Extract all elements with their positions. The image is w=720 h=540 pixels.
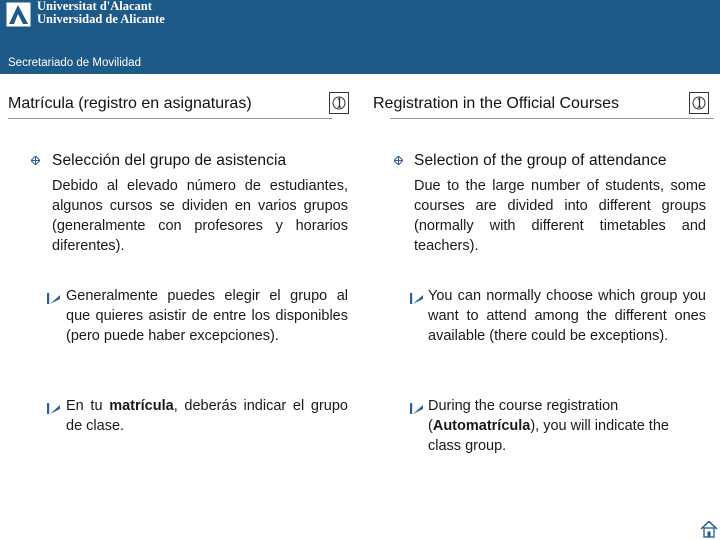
header-banner <box>0 0 720 74</box>
english-bullet-registration <box>428 396 686 456</box>
spanish-intro-paragraph: Debido al elevado número de estudiantes, algunos cursos se dividen en varios grupos (generalmente con profesores y horarios diferentes). <box>52 178 348 254</box>
text-segment: , deberás indicar el grupo de clase. <box>66 398 348 434</box>
english-section-heading: Selection of the group of attendance <box>414 152 667 169</box>
left-divider <box>8 118 332 119</box>
text-segment: During the course registration ( <box>428 398 619 434</box>
english-bullet-choose-group: You can normally choose which group you want to attend among the different ones available (there could be exceptions). <box>428 288 706 344</box>
university-name-valencian: Universitat d'Alacant <box>37 0 152 13</box>
bold-term: Automatrícula <box>432 418 531 434</box>
department-name: Secretariado de Movilidad <box>8 57 141 69</box>
university-logo <box>6 2 31 27</box>
info-badge-icon[interactable] <box>689 92 709 114</box>
spanish-bullet-registration <box>66 396 348 436</box>
right-divider <box>390 118 714 119</box>
text-segment: ), you will indicate the class group. <box>428 418 669 454</box>
english-intro-paragraph: Due to the large number of students, some courses are divided into different groups (normally with different timetables and teachers). <box>414 178 706 254</box>
arrow-bullet-icon <box>47 402 61 415</box>
arrow-bullet-icon <box>410 402 424 415</box>
spanish-column-title: Matrícula (registro en asignaturas) <box>8 95 252 112</box>
text-segment: En tu <box>66 398 110 414</box>
arrow-bullet-icon <box>410 292 424 305</box>
bold-term: matrícula <box>109 398 174 414</box>
home-icon[interactable] <box>700 520 718 538</box>
arrow-bullet-icon <box>47 292 61 305</box>
spanish-bullet-choose-group: Generalmente puedes elegir el grupo al que quieres asistir de entre los disponibles (pero puede haber excepciones). <box>66 288 348 344</box>
diamond-bullet-icon <box>394 156 403 165</box>
diamond-bullet-icon <box>31 156 40 165</box>
english-column-title: Registration in the Official Courses <box>373 95 620 112</box>
university-name-spanish: Universidad de Alicante <box>37 12 165 26</box>
info-badge-icon[interactable] <box>329 92 349 114</box>
spanish-section-heading: Selección del grupo de asistencia <box>52 152 287 169</box>
